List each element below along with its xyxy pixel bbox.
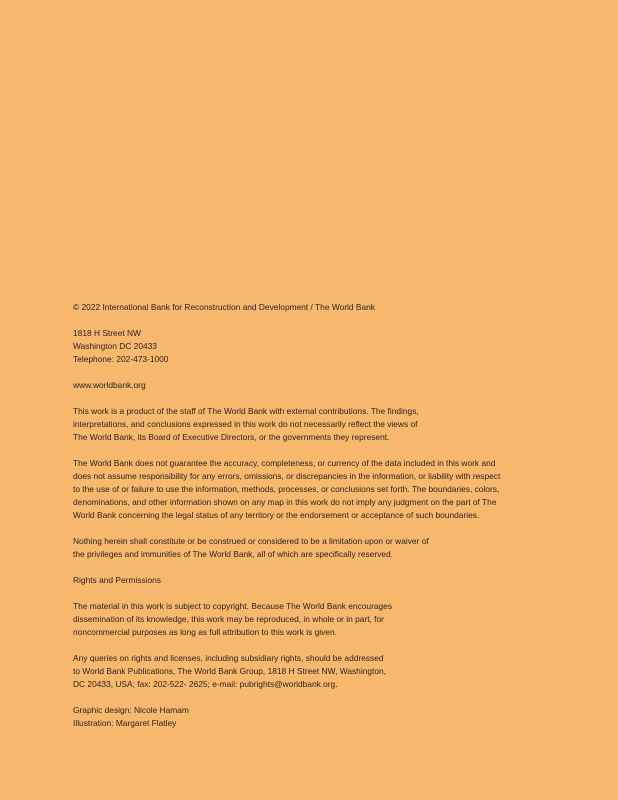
paragraph-line: DC 20433, USA; fax: 202-522- 2625; e-mail: pubrights@worldbank.org. [73, 679, 338, 689]
paragraph-line: The World Bank does not guarantee the accuracy, completeness, or currency of the data included in this work and [73, 458, 496, 468]
paragraph-line: does not assume responsibility for any errors, omissions, or discrepancies in the information, or liability with respect [73, 471, 501, 481]
disclaimer-accuracy-paragraph [73, 457, 543, 522]
address-city: Washington DC 20433 [73, 341, 157, 351]
paragraph-line: Nothing herein shall constitute or be construed or considered to be a limitation upon or waiver of [73, 536, 429, 546]
copyright-line: © 2022 International Bank for Reconstruction and Development / The World Bank [73, 302, 375, 312]
paragraph-line: The World Bank, its Board of Executive Directors, or the governments they represent. [73, 432, 390, 442]
credit-illustration: Illustration: Margaret Flatley [73, 718, 177, 728]
copyright-use-paragraph [73, 600, 543, 639]
paragraph-line: to World Bank Publications, The World Bank Group, 1818 H Street NW, Washington, [73, 666, 386, 676]
website-link[interactable]: www.worldbank.org [73, 380, 146, 390]
paragraph-line: interpretations, and conclusions expressed in this work do not necessarily reflect the views of [73, 419, 418, 429]
disclaimer-staff-paragraph [73, 405, 543, 444]
copyright-content [73, 301, 543, 743]
paragraph-line: Any queries on rights and licenses, including subsidiary rights, should be addressed [73, 653, 384, 663]
privileges-paragraph [73, 535, 543, 561]
credits-block [73, 704, 543, 730]
paragraph-line: the privileges and immunities of The World Bank, all of which are specifically reserved. [73, 549, 393, 559]
paragraph-line: denominations, and other information shown on any map in this work do not imply any judgment on the part of The [73, 497, 497, 507]
paragraph-line: noncommercial purposes as long as full attribution to this work is given. [73, 627, 337, 637]
paragraph-line: dissemination of its knowledge, this work may be reproduced, in whole or in part, for [73, 614, 384, 624]
website-block [73, 379, 543, 392]
rights-heading: Rights and Permissions [73, 575, 161, 585]
queries-paragraph [73, 652, 543, 691]
paragraph-line: The material in this work is subject to copyright. Because The World Bank encourages [73, 601, 393, 611]
address-telephone: Telephone: 202-473-1000 [73, 354, 169, 364]
address-block [73, 327, 543, 366]
rights-heading-block [73, 574, 543, 587]
credit-graphic-design: Graphic design: Nicole Hamam [73, 705, 189, 715]
address-street: 1818 H Street NW [73, 328, 141, 338]
paragraph-line: to the use of or failure to use the information, methods, processes, or conclusions set forth. The boundaries, colors, [73, 484, 500, 494]
paragraph-line: World Bank concerning the legal status of any territory or the endorsement or acceptance of such boundaries. [73, 510, 480, 520]
paragraph-line: This work is a product of the staff of The World Bank with external contributions. The findings, [73, 406, 419, 416]
copyright-notice [73, 301, 543, 314]
